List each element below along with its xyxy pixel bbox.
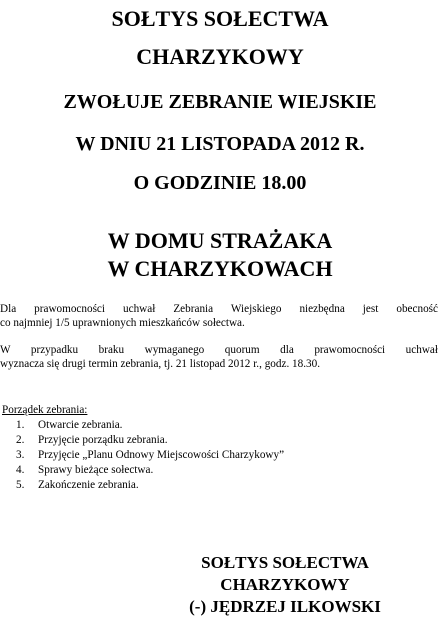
agenda-item [0, 448, 284, 463]
agenda-item-number: 5. [16, 479, 25, 491]
agenda-item-number: 2. [16, 434, 25, 446]
agenda-item [0, 478, 284, 493]
notice-paragraph-1 [0, 303, 438, 330]
agenda-item [0, 463, 284, 478]
notice-paragraph-2 [0, 344, 438, 371]
agenda-item-text: Przyjęcie „Planu Odnowy Miejscowości Charzykowy” [38, 449, 285, 461]
agenda-item-text: Otwarcie zebrania. [38, 419, 123, 431]
location-line-1: W DOMU STRAŻAKA [107, 228, 333, 253]
header-line-3: ZWOŁUJE ZEBRANIE WIEJSKIE [63, 91, 377, 113]
notice-paragraph-2-line-2: wyznacza się drugi termin zebrania, tj. 21 listopad 2012 r., godz. 18.30. [0, 357, 321, 370]
header-time: O GODZINIE 18.00 [133, 172, 307, 194]
signature-title: SOŁTYS SOŁECTWA [201, 553, 369, 572]
header-line-1: SOŁTYS SOŁECTWA [111, 6, 329, 31]
notice-paragraph-1-line-2: co najmniej 1/5 uprawnionych mieszkańców sołectwa. [0, 316, 245, 329]
notice-paragraph-2-line-1: W przypadku braku wymaganego quorum dla prawomocności uchwał [0, 344, 438, 356]
location-line-2: W CHARZYKOWACH [107, 256, 333, 281]
notice-paragraph-1-line-1: Dla prawomocności uchwał Zebrania Wiejskiego niezbędna jest obecność [0, 303, 438, 315]
agenda-item-text: Przyjęcie porządku zebrania. [38, 434, 168, 446]
header-line-2: CHARZYKOWY [136, 44, 304, 69]
agenda-item [0, 433, 284, 448]
agenda-item-text: Sprawy bieżące sołectwa. [38, 464, 154, 476]
agenda-item [0, 418, 284, 433]
agenda-item-number: 3. [16, 449, 25, 461]
agenda-item-number: 4. [16, 464, 25, 476]
agenda-item-text: Zakończenie zebrania. [38, 479, 139, 491]
signature-name: (-) JĘDRZEJ ILKOWSKI [189, 597, 381, 616]
agenda-item-number: 1. [16, 419, 25, 431]
header-date: W DNIU 21 LISTOPADA 2012 R. [75, 133, 365, 155]
agenda-list [0, 418, 284, 493]
signature-village: CHARZYKOWY [220, 575, 350, 594]
agenda-title: Porządek zebrania: [2, 404, 88, 416]
